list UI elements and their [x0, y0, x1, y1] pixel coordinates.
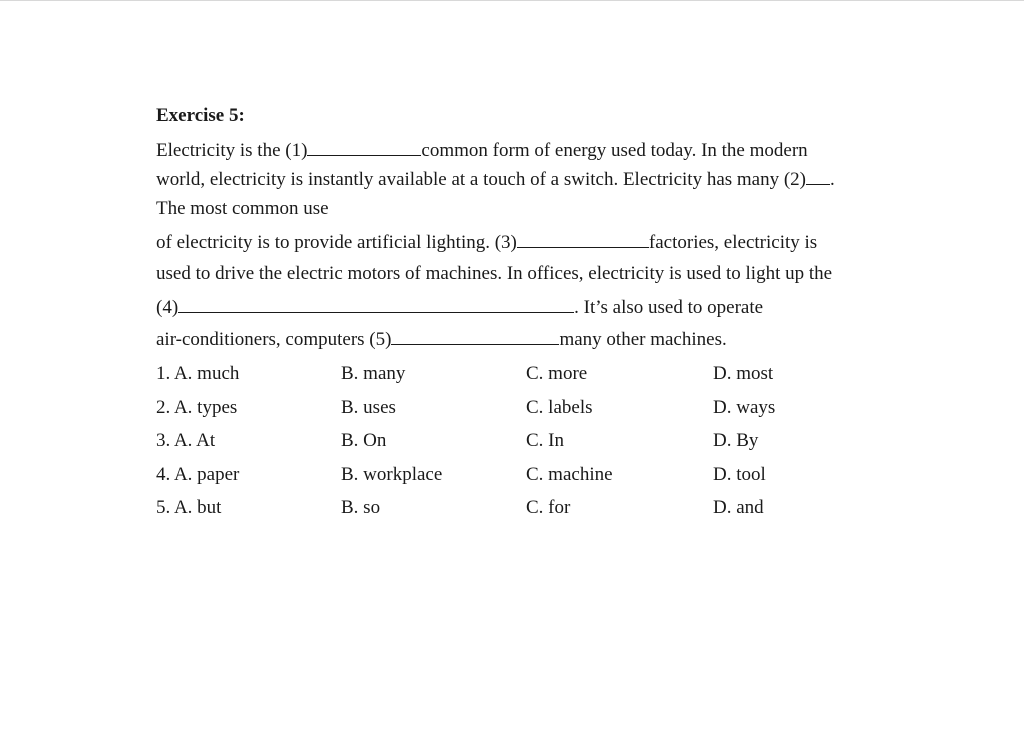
blank-3: [517, 231, 649, 248]
q2-option-d: D. ways: [713, 397, 776, 418]
passage-text: (4): [156, 297, 179, 318]
passage-line-1: [156, 139, 808, 162]
passage-text: . It’s also used to operate: [574, 297, 764, 318]
q5-option-a: 5. A. but: [156, 497, 222, 518]
exercise-title: Exercise 5:: [156, 105, 245, 126]
q5-option-d: D. and: [713, 497, 764, 518]
passage-line-4: [156, 231, 817, 254]
q2-option-a: 2. A. types: [156, 397, 238, 418]
passage-text: many other machines.: [559, 329, 727, 350]
passage-text: common form of energy used today. In the modern: [421, 140, 808, 161]
q2-option-c: C. labels: [526, 397, 593, 418]
passage-line-3: The most common use: [156, 198, 329, 219]
passage-line-2: [156, 168, 835, 191]
blank-2: [806, 168, 830, 185]
q4-option-c: C. machine: [526, 464, 613, 485]
passage-text: factories, electricity is: [648, 232, 818, 253]
passage-line-6: [156, 296, 763, 319]
passage-text: of electricity is to provide artificial lighting. (3): [156, 232, 517, 253]
q3-option-a: 3. A. At: [156, 430, 216, 451]
blank-1: [307, 139, 421, 156]
q1-option-a: 1. A. much: [156, 363, 240, 384]
q5-option-c: C. for: [526, 497, 571, 518]
q1-option-d: D. most: [713, 363, 774, 384]
passage-text: air-conditioners, computers (5): [156, 329, 392, 350]
passage-text: world, electricity is instantly available at a touch of a switch. Electricity has many (2): [156, 169, 807, 190]
blank-5: [391, 328, 559, 345]
q3-option-d: D. By: [713, 430, 759, 451]
page-top-border: [0, 0, 1024, 1]
q1-option-c: C. more: [526, 363, 588, 384]
q5-option-b: B. so: [341, 497, 381, 518]
passage-line-7: [156, 328, 727, 351]
q4-option-a: 4. A. paper: [156, 464, 240, 485]
passage-text: .: [830, 169, 835, 190]
blank-4: [178, 296, 574, 313]
q4-option-b: B. workplace: [341, 464, 443, 485]
q3-option-b: B. On: [341, 430, 387, 451]
q3-option-c: C. In: [526, 430, 564, 451]
q2-option-b: B. uses: [341, 397, 396, 418]
q4-option-d: D. tool: [713, 464, 766, 485]
passage-line-5: used to drive the electric motors of machines. In offices, electricity is used to light up the: [156, 263, 833, 284]
q1-option-b: B. many: [341, 363, 406, 384]
passage-text: Electricity is the (1): [156, 140, 308, 161]
